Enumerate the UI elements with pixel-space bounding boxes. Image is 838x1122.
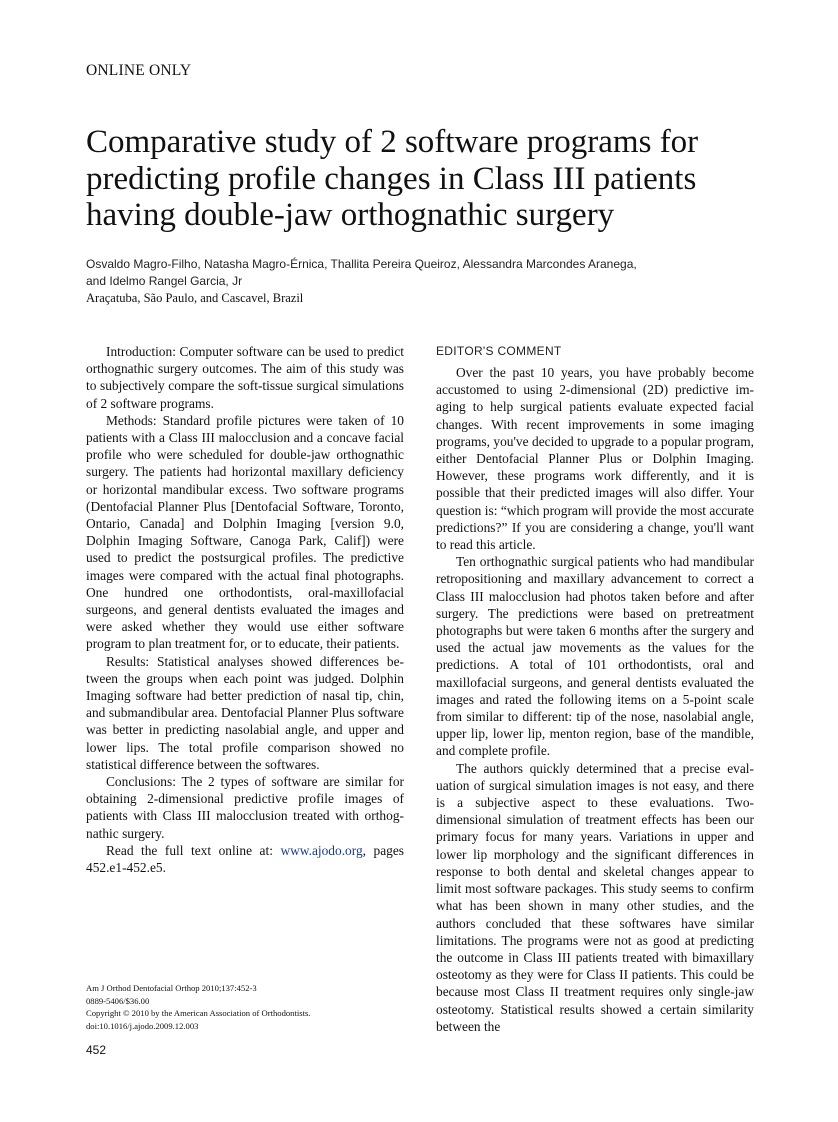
editors-comment-paragraph: The authors quickly determined that a precise evaluation of surgical simulation images is not easy, and there is a subjective aspect to these evaluations. Two-dimensional simulation of treatment effects has been our primary focus for many years. Variations in upper and lower lip morphology and the significant differences in response to both dental and skeletal changes appear to limit most software packages. This study seems to confirm what has been shown in many other studies, and the authors concluded that these softwares have similar limitations. The programs were not as good at predicting the outcome in Class III patients treated with bimaxillary osteotomy as they were for Class II patients. This could be because most Class II treatment requires only single-jaw osteotomy. Statistical results showed a certain similarity between the	[436, 760, 754, 1034]
authors-line: and Idelmo Rangel Garcia, Jr	[86, 274, 243, 288]
abstract-methods: Methods: Standard profile pictures were taken of 10 patients with a Class III malocclusion and a concave facial profile who were scheduled for double-jaw orthognathic surgery. The patients had horizontal maxillary deficiency or horizontal mandibular excess. Two software programs (Dentofacial Planner Plus [Dentofacial Software, Toronto, Ontario, Canada] and Dolphin Imaging [version 9.0, Dolphin Imaging Software, Canoga Park, Calif]) were used to predict the postsurgical profiles. The predictive images were compared with the actual final photographs. One hundred one orthodontists, oral-maxillofacial surgeons, and general dentists evaluated the images and were asked whether they would use either software program to plan treatment for, or to educate, their patients.	[86, 412, 404, 652]
article-footer	[86, 982, 310, 1032]
authors-line: Osvaldo Magro-Filho, Natasha Magro-Érnica, Thallita Pereira Queiroz, Alessandra Marcondes Aranega,	[86, 257, 637, 271]
editors-comment-paragraph: Over the past 10 years, you have probably become accustomed to using 2-dimensional (2D) predictive imaging to help surgical patients evaluate expected facial changes. With recent improvements in some imaging programs, you've decided to upgrade to a popular program, either Dentofacial Planner Plus or Dolphin Imaging. However, these programs work differently, and it is possible that their predicted images will also differ. Your question is: “which program will provide the most accurate predictions?” If you are considering a change, you'll want to read this article.	[436, 365, 754, 553]
article-title: Comparative study of 2 software programs for predicting profile changes in Class III patients having double-jaw orthognathic surgery	[86, 124, 699, 233]
author-list	[86, 256, 746, 290]
full-text-suffix: , pages 452.e1-452.e5.	[86, 842, 404, 876]
editors-comment	[436, 343, 754, 1035]
abstract-introduction: Introduction: Computer software can be used to predict orthognathic surgery outcomes. The aim of this study was to subjectively compare the soft-tissue surgical simulations of 2 software programs.	[86, 344, 404, 411]
doi: doi:10.1016/j.ajodo.2009.12.003	[86, 1020, 199, 1031]
abstract-results: Results: Statistical analyses showed differences between the groups when each point was judged. Dolphin Imaging software had better prediction of nasal tip, chin, and submandibular area. Dentofacial Planner Plus software was better in predicting nasolabial angle, and upper and lower lips. The total profile comparison showed no statistical difference between the softwares.	[86, 653, 404, 772]
abstract-conclusions: Conclusions: The 2 types of software are similar for obtaining 2-dimensional predictive profile images of patients with Class III malocclusion treated with orthognathic surgery.	[86, 774, 404, 841]
full-text-prefix: Read the full text online at:	[106, 842, 281, 858]
journal-link[interactable]: www.ajodo.org	[280, 842, 363, 858]
abstract	[86, 343, 404, 876]
journal-price: 0889-5406/$36.00	[86, 995, 150, 1006]
section-label: ONLINE ONLY	[86, 62, 192, 79]
journal-citation: Am J Orthod Dentofacial Orthop 2010;137:452-3	[86, 983, 257, 993]
full-text-note	[86, 842, 404, 876]
author-location: Araçatuba, São Paulo, and Cascavel, Brazil	[86, 291, 304, 305]
editors-comment-paragraph: Ten orthognathic surgical patients who had mandibular retropositioning and maxillary advancement to correct a Class III malocclusion had photos taken before and after surgery. The predictions were based on pretreatment photographs but were taken 6 months after the surgery and used the actual jaw movements as the values for the predictions. A total of 101 orthodontists, oral and maxillofacial surgeons, and general dentists evaluated the images and rated the following items on a 5-point scale from similar to different: tip of the nose, nasolabial angle, upper lip, lower lip, menton region, base of the mandible, and complete profile.	[436, 554, 754, 759]
editors-comment-heading: EDITOR'S COMMENT	[436, 344, 562, 358]
copyright-notice: Copyright © 2010 by the American Association of Orthodontists.	[86, 1008, 311, 1019]
page-number: 452	[86, 1043, 107, 1057]
